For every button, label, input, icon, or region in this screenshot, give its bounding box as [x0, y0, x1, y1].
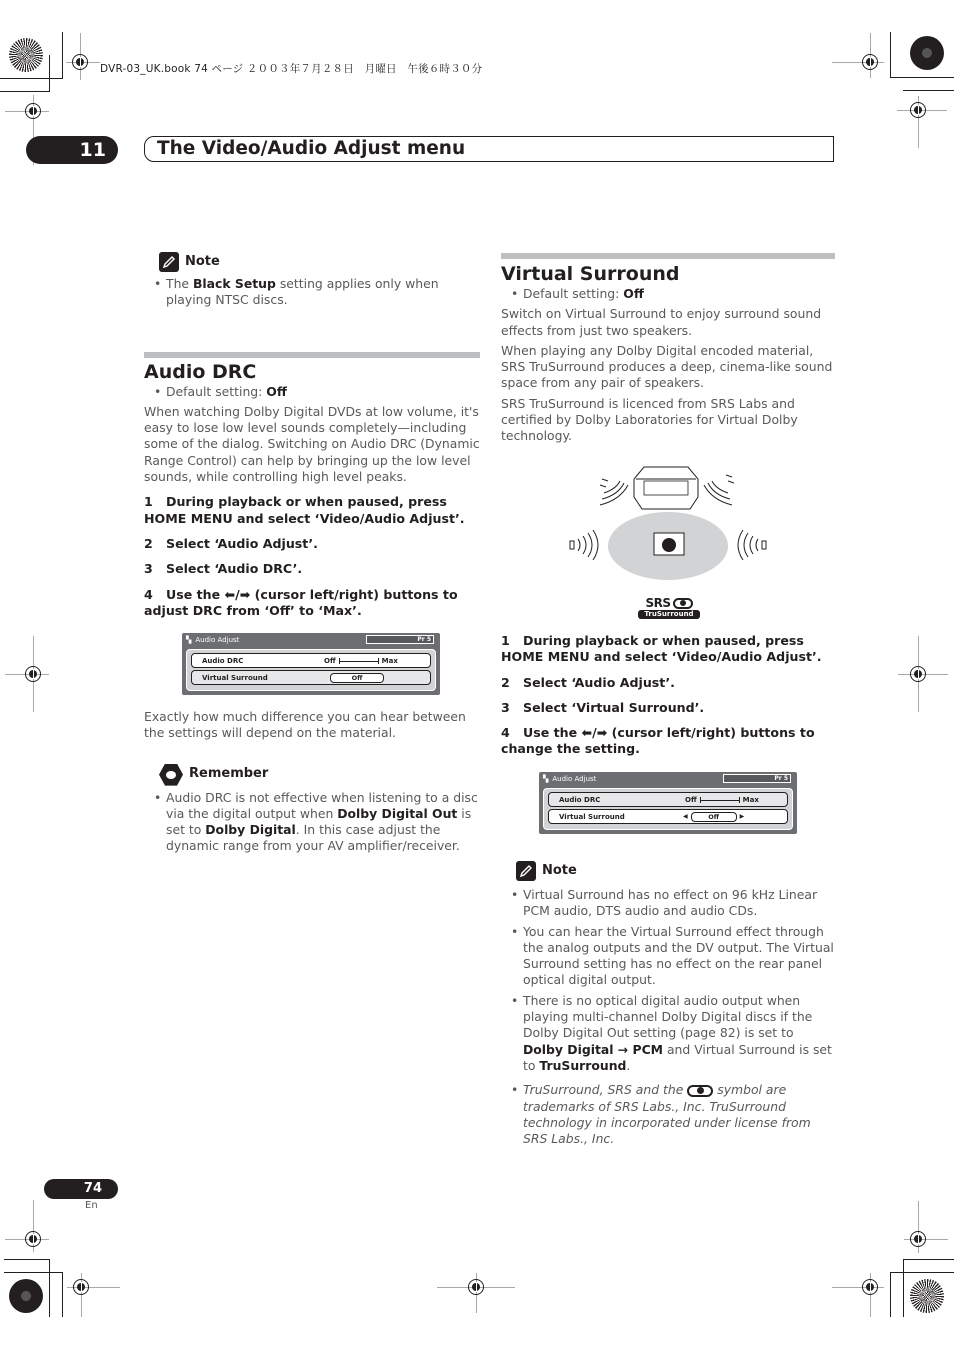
osd-title: Audio Adjust [552, 775, 597, 783]
pencil-icon [159, 252, 179, 272]
menu-icon: ▚ [543, 775, 549, 783]
note-heading: Note [501, 861, 835, 881]
page-number-badge: 74 [44, 1179, 118, 1199]
registration-mark-icon [72, 54, 88, 70]
virtual-surround-value: Off [330, 673, 384, 683]
left-column [144, 252, 480, 619]
default-setting: • Default setting: Off [501, 286, 835, 302]
pencil-icon [516, 861, 536, 881]
drc-slider[interactable] [339, 658, 379, 664]
arrow-right-icon[interactable]: ▶ [739, 813, 745, 820]
registration-disc-icon [910, 36, 944, 70]
vs-paragraph-2: When playing any Dolby Digital encoded material, SRS TruSurround produces a deep, cinema-like sound space from any pair of speakers. [501, 342, 833, 391]
osd-row-audio-drc[interactable]: Audio DRC Off Max [191, 653, 431, 668]
left-column-lower [144, 709, 480, 855]
step-4: 4 Use the ⬅/➡ (cursor left/right) buttons to change the setting. [501, 725, 815, 757]
section-divider [144, 352, 480, 358]
menu-icon: ▚ [186, 636, 192, 644]
step-4: 4 Use the ⬅/➡ (cursor left/right) buttons to adjust DRC from ‘Off’ to ‘Max’. [144, 586, 458, 618]
right-column [501, 253, 835, 445]
osd-row-audio-drc[interactable]: Audio DRC Off Max [548, 792, 788, 807]
right-column-note [501, 861, 835, 1147]
program-indicator: Pr 5 [723, 774, 791, 783]
language-label: En [85, 1200, 98, 1211]
chapter-number-badge: 11 [26, 136, 118, 164]
registration-mark-icon [468, 1279, 484, 1295]
note-bullet-3: • There is no optical digital audio output when playing multi-channel Dolby Digital discs if the Dolby Digital Out setting (page 82) is set to Dolby Digital → PCM and Virtual Surround is set to TruSurround. [501, 993, 835, 1074]
registration-mark-icon [862, 54, 878, 70]
trusurround-diagram [560, 455, 780, 625]
program-indicator: Pr 5 [366, 635, 434, 644]
note-bullet: • The Black Setup setting applies only when playing NTSC discs. [144, 276, 480, 309]
vs-paragraph-1: Switch on Virtual Surround to enjoy surround sound effects from just two speakers. [501, 306, 822, 338]
arrow-left-icon[interactable]: ◀ [683, 813, 688, 820]
osd-audio-adjust-virtual-surround [539, 772, 797, 834]
drc-slider[interactable] [700, 797, 740, 803]
osd-row-virtual-surround[interactable]: Virtual Surround ◀ Off ▶ [548, 809, 788, 824]
registration-mark-icon [25, 1231, 41, 1247]
step-1: 1 During playback or when paused, press HOME MENU and select ‘Video/Audio Adjust’. [144, 494, 465, 526]
osd-row-virtual-surround[interactable]: Virtual Surround Off [191, 670, 431, 685]
note-bullet-2: • You can hear the Virtual Surround effect through the analog outputs and the DV output. The Virtual Surround setting has no effect on the rear panel optical digital output. [501, 924, 835, 989]
section-title-virtual-surround: Virtual Surround [501, 263, 680, 285]
srs-logo-text: SRS [645, 596, 671, 610]
note-bullet-1: • Virtual Surround has no effect on 96 kHz Linear PCM audio, DTS audio and audio CDs. [501, 887, 835, 920]
registration-mark-icon [862, 1279, 878, 1295]
osd-audio-adjust-drc [182, 633, 440, 695]
step-2: 2 Select ‘Audio Adjust’. [144, 535, 318, 551]
srs-circle-icon [687, 1085, 713, 1097]
remember-bullet: • Audio DRC is not effective when listening to a disc via the digital output when Dolby Digital Out is set to Dolby Digital. In this case adjust the dynamic range from your AV amplifier/receiver. [144, 790, 480, 855]
audio-drc-description: When watching Dolby Digital DVDs at low volume, it's easy to lose low level sounds completely—including some of the dialog. Switching on Audio DRC (Dynamic Range Control) can help by bringing up the low level sounds, while controlling high level peaks. [144, 403, 480, 485]
vs-paragraph-3: SRS TruSurround is licenced from SRS Labs and certified by Dolby Laboratories for Virtual Dolby technology. [501, 395, 798, 444]
registration-mark-icon [910, 1231, 926, 1247]
registration-mark-icon [73, 1279, 89, 1295]
registration-starburst-icon [910, 1279, 944, 1313]
step-2: 2 Select ‘Audio Adjust’. [501, 674, 675, 690]
step-3: 3 Select ‘Virtual Surround’. [501, 699, 705, 715]
remember-heading: Remember [144, 764, 480, 786]
registration-starburst-icon [9, 38, 43, 72]
print-slug: DVR-03_UK.book 74 ページ ２００３年７月２８日 月曜日 午後６時３０分 [100, 63, 483, 75]
note-bullet-4: • TruSurround, SRS and the symbol are trademarks of SRS Labs., Inc. TruSurround technology in incorporated under license from SRS Labs., Inc. [501, 1082, 835, 1147]
speech-bubble-icon [159, 764, 183, 786]
registration-disc-icon [9, 1279, 43, 1313]
srs-trusurround-logo [638, 597, 700, 619]
drc-material-note: Exactly how much difference you can hear between the settings will depend on the material. [144, 709, 466, 741]
default-setting: • Default setting: Off [144, 384, 480, 400]
trusurround-badge: TruSurround [638, 610, 700, 619]
registration-mark-icon [910, 102, 926, 118]
osd-title: Audio Adjust [195, 636, 240, 644]
step-3: 3 Select ‘Audio DRC’. [144, 561, 303, 577]
virtual-surround-value: Off [691, 812, 737, 822]
note-box [144, 252, 480, 272]
srs-circle-icon [673, 598, 693, 609]
registration-mark-icon [910, 666, 926, 682]
chapter-title: The Video/Audio Adjust menu [144, 136, 834, 162]
section-title-audio-drc: Audio DRC [144, 360, 257, 383]
note-heading: Note [159, 252, 480, 272]
section-divider [501, 253, 835, 259]
right-column-steps [501, 633, 835, 758]
step-1: 1 During playback or when paused, press HOME MENU and select ‘Video/Audio Adjust’. [501, 633, 822, 665]
registration-mark-icon [25, 103, 41, 119]
registration-mark-icon [25, 666, 41, 682]
